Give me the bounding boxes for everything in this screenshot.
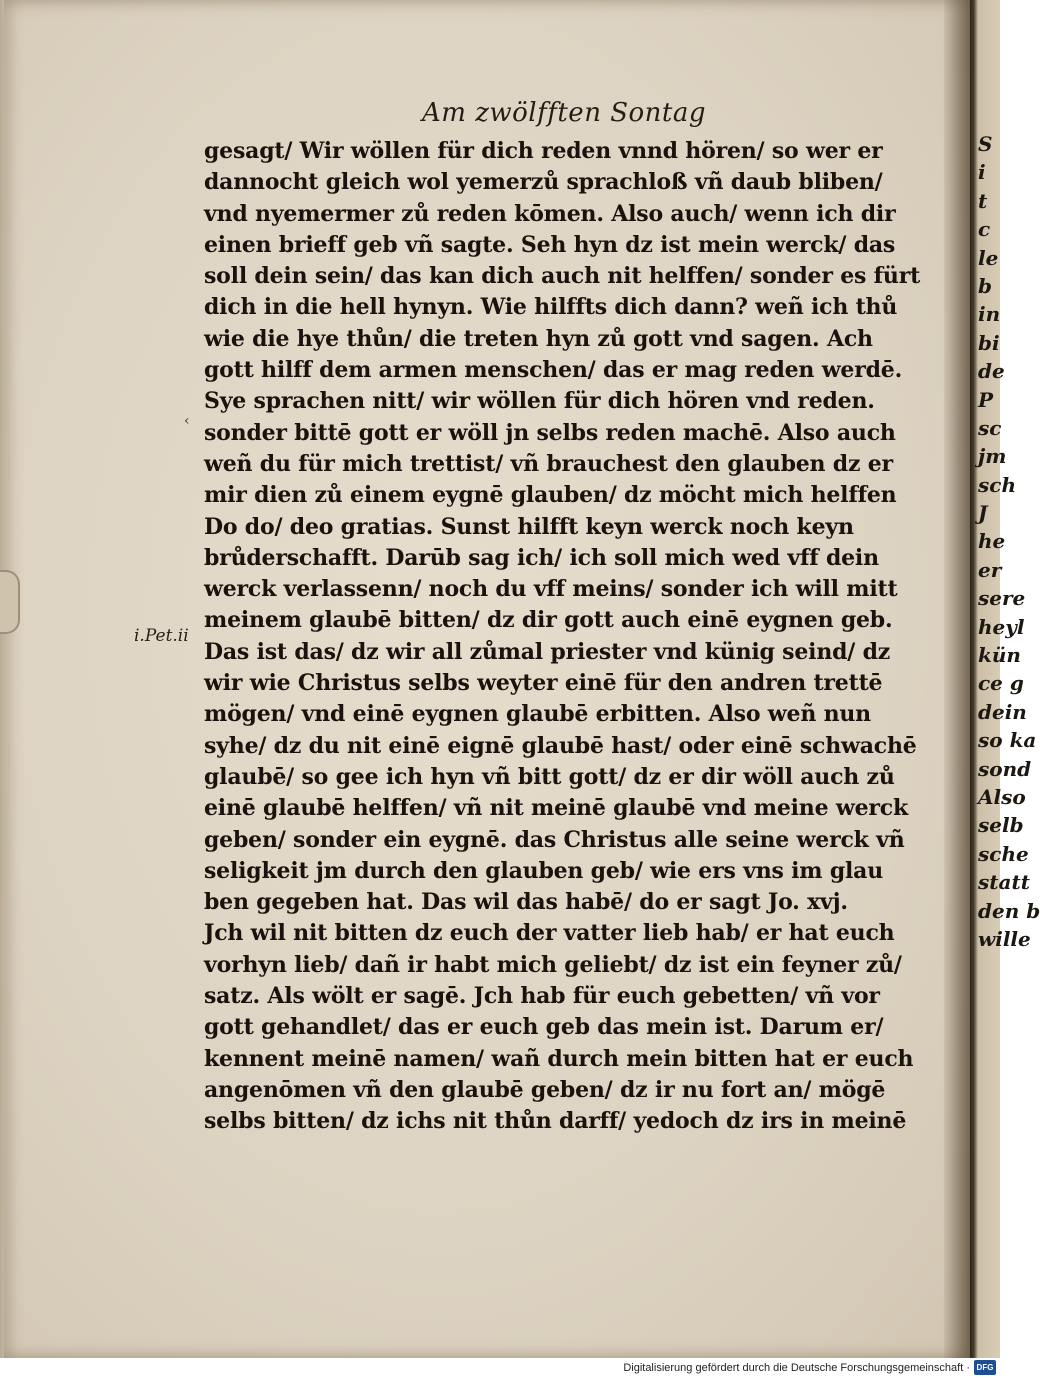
text-line: soll dein sein/ das kan dich auch nit helffen/ sonder es fürt xyxy=(204,263,921,290)
text-line: wir wie Christus selbs weyter einē für den andren trettē xyxy=(204,670,883,697)
facing-page-fragment: jm xyxy=(978,444,1007,469)
facing-page-fragment: dein xyxy=(978,699,1027,724)
text-line: brůderschafft. Darūb sag ich/ ich soll mich wed vff dein xyxy=(204,544,879,571)
text-line: kennent meinē namen/ wañ durch mein bitten hat er euch xyxy=(204,1045,914,1072)
text-line: seligkeit jm durch den glauben geb/ wie ers vns im glau xyxy=(204,857,884,884)
facing-page-fragment: sere xyxy=(978,586,1026,611)
page-tab-edge xyxy=(0,570,20,634)
facing-page-fragment: he xyxy=(978,529,1006,554)
text-line: mir dien zů einem eygnē glauben/ dz möcht mich helffen xyxy=(204,482,897,509)
facing-page-fragment: b xyxy=(978,273,992,298)
facing-page-fragment: J xyxy=(978,501,988,526)
text-line: Sye sprachen nitt/ wir wöllen für dich hören vnd reden. xyxy=(204,388,875,415)
facing-page-fragment: kün xyxy=(978,643,1021,668)
text-line: einē glaubē helffen/ vñ nit meinē glaubē vnd meine werck xyxy=(204,795,908,822)
text-line: geben/ sonder ein eygnē. das Christus alle seine werck vñ xyxy=(204,826,905,853)
text-line: einen brieff geb vñ sagte. Seh hyn dz ist mein werck/ das xyxy=(204,231,896,258)
facing-page-fragment: den b xyxy=(978,898,1040,923)
running-head: Am zwölfften Sontag xyxy=(422,98,707,128)
text-line: Jch wil nit bitten dz euch der vatter lieb hab/ er hat euch xyxy=(204,920,895,947)
margin-note: i.Pet.ii xyxy=(134,626,189,646)
facing-page-fragment: S xyxy=(978,132,993,156)
text-line: selbs bitten/ dz ichs nit thůn darff/ yedoch dz irs in meinē xyxy=(204,1108,907,1135)
facing-page-fragment: le xyxy=(978,245,999,270)
facing-page-fragment: in xyxy=(978,302,1001,327)
text-line: ben gegeben hat. Das wil das habē/ do er sagt Jo. xvj. xyxy=(204,889,848,916)
dfg-logo: DFG xyxy=(974,1360,996,1375)
facing-page-fragments xyxy=(978,130,1040,1130)
facing-page-fragment: P xyxy=(978,387,994,412)
text-line: werck verlassenn/ noch du vff meins/ sonder ich will mitt xyxy=(204,576,898,603)
text-line: vnd nyemermer zů reden kōmen. Also auch/ wenn ich dir xyxy=(204,200,896,227)
text-line: dich in die hell hynyn. Wie hilffts dich dann? weñ ich thů xyxy=(204,294,898,321)
text-line: sonder bittē gott er wöll jn selbs reden machē. Also auch xyxy=(204,419,896,446)
facing-page-fragment: so ka xyxy=(978,728,1037,753)
text-line: syhe/ dz du nit einē eignē glaubē hast/ oder einē schwachē xyxy=(204,732,917,759)
text-line: weñ du für mich trettist/ vñ brauchest den glauben dz er xyxy=(204,450,893,477)
text-line: meinem glaubē bitten/ dz dir gott auch einē eygnen geb. xyxy=(204,607,893,634)
text-line: Do do/ deo gratias. Sunst hilfft keyn werck noch keyn xyxy=(204,513,854,540)
facing-page-fragment: Also xyxy=(978,784,1026,809)
facing-page-fragment: er xyxy=(978,557,1002,582)
text-line: angenōmen vñ den glaubē geben/ dz ir nu fort an/ mögē xyxy=(204,1076,886,1103)
facing-page-fragment: sond xyxy=(978,756,1032,781)
footer-credit: Digitalisierung gefördert durch die Deutsche Forschungsgemeinschaft · xyxy=(623,1362,970,1374)
text-line: vorhyn lieb/ dañ ir habt mich geliebt/ dz ist ein feyner zů/ xyxy=(204,951,902,978)
text-line: wie die hye thůn/ die treten hyn zů gott vnd sagen. Ach xyxy=(204,325,873,352)
facing-page-fragment: sche xyxy=(978,841,1029,866)
page-gutter-shadow xyxy=(944,0,970,1358)
text-line: gott gehandlet/ das er euch geb das mein ist. Darum er/ xyxy=(204,1014,884,1041)
facing-page-fragment: c xyxy=(978,217,991,242)
text-line: mögen/ vnd einē eygnen glaubē erbitten. Also weñ nun xyxy=(204,701,871,728)
text-line: gesagt/ Wir wöllen für dich reden vnnd hören/ so wer er xyxy=(204,138,883,164)
facing-page-fragment: heyl xyxy=(978,614,1025,639)
facing-page-fragment: i xyxy=(978,160,986,185)
facing-page-fragment: t xyxy=(978,188,988,213)
text-line: satz. Als wölt er sagē. Jch hab für euch gebetten/ vñ vor xyxy=(204,983,880,1010)
footer xyxy=(0,1358,1000,1378)
facing-page-fragment: sc xyxy=(978,415,1002,440)
facing-page-fragment: wille xyxy=(978,926,1031,951)
text-line: glaubē/ so gee ich hyn vñ bitt gott/ dz er dir wöll auch zů xyxy=(204,763,895,790)
body-text xyxy=(204,136,921,1138)
text-line: dannocht gleich wol yemerzů sprachloß vñ daub bliben/ xyxy=(204,169,883,196)
facing-page-fragment: de xyxy=(978,359,1005,384)
text-line: gott hilff dem armen menschen/ das er mag reden werdē. xyxy=(204,357,903,384)
margin-mark: ‹ xyxy=(184,413,190,429)
facing-page-fragment: ce g xyxy=(978,671,1024,696)
facing-page-fragment: bi xyxy=(978,330,1000,355)
facing-page-fragment: statt xyxy=(978,870,1030,895)
facing-page-fragment: sch xyxy=(978,472,1016,497)
facing-page-fragment: selb xyxy=(978,813,1024,838)
text-line: Das ist das/ dz wir all zůmal priester vnd künig seind/ dz xyxy=(204,638,891,665)
